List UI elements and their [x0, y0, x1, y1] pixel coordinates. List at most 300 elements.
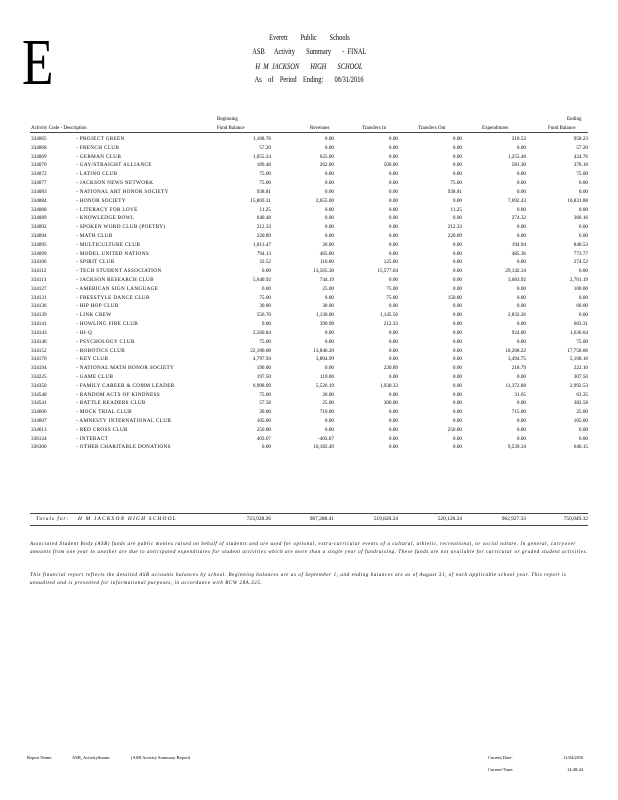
cell-ending: 958.23	[573, 136, 588, 142]
cell-expenditures: 31.65	[514, 391, 526, 398]
district-name: Everett Public Schools	[268, 33, 350, 42]
header-rule	[30, 132, 588, 133]
cell-transfers-out: 0.00	[452, 303, 462, 310]
cell-ending: 60.00	[576, 303, 588, 310]
cell-transfers-in: 0.00	[388, 444, 398, 451]
activity-code: 334072	[31, 171, 47, 178]
cell-transfers-in: 0.00	[388, 391, 398, 398]
cell-expenditures: 18,268.22	[505, 347, 526, 354]
footer-time-label: Current Time:	[488, 767, 514, 772]
table-row	[0, 135, 618, 144]
cell-revenues: 13,846.20	[313, 347, 334, 354]
totals-beginning: 723,928.26	[246, 516, 271, 522]
cell-expenditures: 9,539.34	[507, 444, 526, 451]
cell-ending: 0.00	[578, 312, 588, 319]
cell-beginning: 57.58	[259, 400, 271, 407]
activity-code: 334069	[31, 153, 47, 160]
cell-transfers-out: 150.00	[447, 294, 462, 301]
activity-description: - RANDOM ACTS OF KINDNESS	[76, 391, 160, 398]
table-row	[0, 223, 618, 232]
cell-beginning: 640.48	[256, 215, 271, 222]
cell-transfers-in: 0.00	[388, 435, 398, 442]
activity-description: - ROBOTICS CLUB	[76, 347, 126, 354]
cell-transfers-in: 1,145.56	[379, 312, 398, 319]
activity-description: - NATIONAL ART HONOR SOCIETY	[76, 188, 169, 195]
cell-beginning: 6,908.09	[252, 382, 271, 389]
cell-transfers-in: 0.00	[388, 356, 398, 363]
cell-expenditures: 1,255.48	[507, 153, 526, 160]
cell-transfers-in: 125.00	[383, 259, 398, 266]
cell-revenues: 465.00	[319, 250, 334, 257]
cell-expenditures: 0.00	[516, 171, 526, 178]
cell-expenditures: 2,832.26	[507, 312, 526, 319]
cell-ending: 1,636.04	[569, 329, 588, 336]
cell-expenditures: 210.53	[511, 136, 526, 142]
activity-code: 334065	[31, 136, 47, 142]
table-row	[0, 161, 618, 170]
table-row	[0, 302, 618, 311]
table-row	[0, 391, 618, 400]
activity-code: 334112	[31, 268, 47, 275]
cell-ending: 646.15	[573, 444, 588, 451]
cell-revenues: 13,565.30	[313, 268, 334, 275]
table-row	[0, 417, 618, 426]
footer-date-label: Current Date:	[488, 755, 513, 760]
cell-revenues: 262.00	[319, 162, 334, 169]
cell-revenues: -403.67	[318, 435, 334, 442]
cell-revenues: 0.00	[324, 144, 334, 151]
cell-transfers-out: 0.00	[452, 241, 462, 248]
cell-transfers-out: 0.00	[452, 329, 462, 336]
activity-description: - OTHER CHARITABLE DONATIONS	[76, 444, 171, 451]
col-revenues: Revenues	[310, 126, 330, 131]
cell-ending: 840.53	[573, 241, 588, 248]
footer-time-value: 14:48:44	[567, 767, 584, 772]
activity-code: 334095	[31, 241, 47, 248]
activity-code: 334127	[31, 285, 47, 292]
cell-transfers-in: 0.00	[388, 136, 398, 142]
cell-revenues: 0.00	[324, 338, 334, 345]
cell-beginning: 1,013.47	[252, 241, 271, 248]
cell-transfers-out: 0.00	[452, 259, 462, 266]
cell-ending: 2,701.19	[569, 277, 588, 283]
activity-description: - MATH CLUB	[76, 232, 113, 239]
cell-beginning: 250.00	[256, 426, 271, 433]
cell-transfers-in: 0.00	[388, 180, 398, 187]
cell-expenditures: 0.00	[516, 373, 526, 380]
cell-revenues: 710.00	[319, 409, 334, 416]
cell-expenditures: 0.00	[516, 294, 526, 301]
cell-beginning: 556.70	[256, 312, 271, 319]
table-row	[0, 399, 618, 408]
table-row	[0, 364, 618, 373]
cell-revenues: 0.00	[324, 215, 334, 222]
cell-beginning: 1,168.76	[252, 136, 271, 142]
cell-transfers-in: 0.00	[388, 241, 398, 248]
activity-code: 334106	[31, 259, 47, 266]
activity-description: - AMERICAN SIGN LANGUAGE	[76, 285, 159, 292]
cell-transfers-in: 0.00	[388, 224, 398, 231]
cell-transfers-out: 0.00	[452, 347, 462, 354]
school-name: H M JACKSON HIGH SCHOOL	[255, 62, 363, 71]
cell-transfers-in: 0.00	[388, 418, 398, 424]
cell-expenditures: 581.30	[511, 162, 526, 169]
cell-transfers-out: 0.00	[452, 136, 462, 142]
activity-code: 334350	[31, 382, 47, 389]
cell-expenditures: 3,683.92	[507, 277, 526, 283]
totals-revenues: 987,288.41	[309, 516, 334, 522]
col-beginning-bottom: Fund Balance	[217, 126, 245, 131]
cell-ending: 0.00	[578, 224, 588, 231]
cell-transfers-in: 0.00	[388, 144, 398, 151]
activity-code: 334094	[31, 232, 47, 239]
footer-report-label: Report Name:	[27, 755, 53, 760]
cell-beginning: 75.00	[259, 180, 271, 187]
activity-code: 334113	[31, 277, 47, 283]
activity-description: - GAY/STRAIGHT ALLIANCE	[76, 162, 152, 169]
cell-beginning: 0.00	[261, 268, 271, 275]
activity-code: 336124	[31, 435, 47, 442]
cell-beginning: 212.33	[256, 224, 271, 231]
activity-description: - MOCK TRIAL CLUB	[76, 409, 132, 416]
cell-transfers-out: 250.00	[447, 426, 462, 433]
cell-ending: 0.00	[578, 294, 588, 301]
cell-beginning: 0.00	[261, 444, 271, 451]
totals-school: H M JACKSON HIGH SCHOOL	[78, 516, 177, 522]
cell-transfers-out: 0.00	[452, 171, 462, 178]
cell-transfers-out: 0.00	[452, 409, 462, 416]
cell-revenues: 0.00	[324, 426, 334, 433]
cell-transfers-in: 75.00	[386, 285, 398, 292]
cell-transfers-out: 212.33	[447, 224, 462, 231]
cell-transfers-in: 15,577.04	[377, 268, 398, 275]
cell-revenues: 20.00	[322, 241, 334, 248]
cell-transfers-out: 0.00	[452, 250, 462, 257]
table-row	[0, 329, 618, 338]
activity-code: 334088	[31, 206, 47, 213]
cell-revenues: 3,804.99	[315, 356, 334, 363]
activity-code: 334143	[31, 329, 47, 336]
cell-beginning: 75.00	[259, 171, 271, 178]
cell-transfers-out: 11.25	[450, 206, 462, 213]
cell-expenditures: 11,372.08	[505, 382, 526, 389]
activity-description: - HIP HOP CLUB	[76, 303, 119, 310]
activity-code: 334136	[31, 303, 47, 310]
cell-ending: 307.50	[573, 373, 588, 380]
activity-description: - NATIONAL MATH HONOR SOCIETY	[76, 365, 175, 372]
cell-beginning: 30.00	[259, 303, 271, 310]
activity-description: - SPOKEN WORD CLUB (POETRY)	[76, 224, 166, 231]
activity-description: - FRENCH CLUB	[76, 144, 120, 151]
cell-transfers-out: 0.00	[452, 153, 462, 160]
cell-revenues: 5,526.19	[315, 382, 334, 389]
cell-beginning: 75.00	[259, 294, 271, 301]
cell-transfers-in: 0.00	[388, 250, 398, 257]
cell-transfers-in: 0.00	[388, 197, 398, 204]
activity-description: - GERMAN CLUB	[76, 153, 122, 160]
table-row	[0, 373, 618, 382]
cell-expenditures: 924.80	[511, 329, 526, 336]
cell-expenditures: 0.00	[516, 259, 526, 266]
totals-expenditures: 962,927.33	[501, 516, 526, 522]
table-row	[0, 267, 618, 276]
totals-row	[0, 514, 618, 524]
cell-ending: 105.00	[573, 418, 588, 424]
activity-description: - JACKSON RESEARCH CLUB	[76, 277, 154, 283]
col-ending-top: Ending	[567, 117, 582, 122]
cell-transfers-in: 500.00	[383, 162, 398, 169]
totals-transfers-in: 519,826.24	[373, 516, 398, 522]
activity-description: - LATINO CLUB	[76, 171, 118, 178]
cell-expenditures: 0.00	[516, 435, 526, 442]
cell-revenues: 30.00	[322, 303, 334, 310]
table-row	[0, 320, 618, 329]
cell-transfers-in: 0.00	[388, 232, 398, 239]
cell-revenues: 0.00	[324, 294, 334, 301]
table-row	[0, 241, 618, 250]
cell-beginning: 11.25	[259, 206, 271, 213]
activity-code: 334170	[31, 356, 47, 363]
cell-beginning: 189.48	[256, 162, 271, 169]
cell-beginning: 0.00	[261, 321, 271, 328]
cell-ending: 0.00	[578, 268, 588, 275]
cell-transfers-in: 0.00	[388, 215, 398, 222]
col-transfers-out: Transfers Out	[418, 126, 446, 131]
activity-description: - HI-Q	[76, 329, 93, 336]
cell-expenditures: 715.00	[511, 409, 526, 416]
activity-description: - GAME CLUB	[76, 373, 114, 380]
cell-transfers-in: 0.00	[388, 426, 398, 433]
cell-transfers-in: 0.00	[388, 206, 398, 213]
cell-transfers-in: 0.00	[388, 171, 398, 178]
cell-ending: 603.31	[573, 321, 588, 328]
activity-table	[0, 135, 618, 452]
cell-beginning: 30.00	[259, 409, 271, 416]
activity-code: 334613	[31, 426, 47, 433]
cell-transfers-out: 0.00	[452, 418, 462, 424]
cell-ending: 17,758.06	[567, 347, 588, 354]
cell-revenues: 110.00	[319, 373, 334, 380]
cell-expenditures: 0.00	[516, 338, 526, 345]
cell-ending: 25.00	[576, 409, 588, 416]
cell-revenues: 744.19	[319, 277, 334, 283]
activity-description: - TECH STUDENT ASSOCIATION	[76, 268, 162, 275]
activity-code: 334070	[31, 162, 47, 169]
cell-transfers-in: 0.00	[388, 153, 398, 160]
cell-expenditures: 29,142.34	[505, 268, 526, 275]
footer-report-desc: (ASB Activity Summary Report)	[131, 755, 191, 760]
cell-transfers-out: 0.00	[452, 391, 462, 398]
cell-transfers-in: 1,930.33	[379, 382, 398, 389]
cell-ending: 0.00	[578, 435, 588, 442]
cell-beginning: 4,797.94	[252, 356, 271, 363]
activity-code: 334084	[31, 197, 47, 204]
cell-beginning: 15,869.31	[250, 197, 271, 204]
cell-expenditures: 0.00	[516, 285, 526, 292]
cell-transfers-out: 0.00	[452, 356, 462, 363]
cell-ending: 0.00	[578, 188, 588, 195]
cell-expenditures: 3,494.75	[507, 356, 526, 363]
table-row	[0, 285, 618, 294]
activity-code: 334152	[31, 347, 47, 354]
cell-revenues: 1,130.00	[315, 312, 334, 319]
activity-code: 334068	[31, 144, 47, 151]
totals-label: Totals for:	[36, 516, 70, 522]
table-row	[0, 347, 618, 356]
activity-code: 334146	[31, 338, 47, 345]
cell-ending: 274.52	[573, 259, 588, 266]
cell-transfers-out: 0.00	[452, 373, 462, 380]
table-row	[0, 179, 618, 188]
cell-transfers-out: 0.00	[452, 285, 462, 292]
activity-code: 334077	[31, 180, 47, 187]
table-row	[0, 197, 618, 206]
activity-description: - AMNESTY INTERNATIONAL CLUB	[76, 418, 172, 424]
activity-code: 334139	[31, 312, 47, 319]
cell-transfers-in: 0.00	[388, 373, 398, 380]
activity-description: - RED CROSS CLUB	[76, 426, 128, 433]
cell-transfers-out: 220.89	[447, 232, 462, 239]
activity-description: - SPIRIT CLUB	[76, 259, 115, 266]
activity-description: - INTERACT	[76, 435, 109, 442]
activity-description: - LINK CREW	[76, 312, 112, 319]
activity-code: 334194	[31, 365, 47, 372]
cell-transfers-out: 938.81	[447, 188, 462, 195]
table-row	[0, 311, 618, 320]
cell-transfers-out: 0.00	[452, 197, 462, 204]
cell-revenues: 625.00	[319, 153, 334, 160]
cell-revenues: 2,655.00	[315, 197, 334, 204]
cell-ending: 222.10	[573, 365, 588, 372]
totals-ending: 750,049.32	[563, 516, 588, 522]
cell-ending: 366.16	[573, 215, 588, 222]
note-report-basis: This financial report reflects the detailed ASB accounts balances by school. Beginning balances are as of September 1, and ending balances are as of August 31, of each applicable school year. This report is unaudited and is presented for informational purposes, in accordance with RCW 28A.325.	[30, 573, 567, 586]
cell-transfers-out: 0.00	[452, 312, 462, 319]
cell-transfers-out: 0.00	[452, 338, 462, 345]
cell-revenues: 0.00	[324, 188, 334, 195]
cell-revenues: 25.00	[322, 400, 334, 407]
cell-revenues: 0.00	[324, 329, 334, 336]
activity-description: - HONOR SOCIETY	[76, 197, 126, 204]
activity-code: 334606	[31, 409, 47, 416]
table-row	[0, 144, 618, 153]
cell-expenditures: 274.32	[511, 215, 526, 222]
table-row	[0, 206, 618, 215]
cell-transfers-in: 0.00	[388, 347, 398, 354]
activity-code: 334089	[31, 215, 47, 222]
cell-transfers-out: 0.00	[452, 400, 462, 407]
cell-transfers-in: 220.89	[383, 365, 398, 372]
cell-ending: 0.00	[578, 180, 588, 187]
cell-ending: 63.35	[576, 391, 588, 398]
cell-transfers-out: 0.00	[452, 215, 462, 222]
cell-ending: 0.00	[578, 232, 588, 239]
activity-code: 334541	[31, 400, 47, 407]
cell-transfers-in: 0.00	[388, 188, 398, 195]
cell-transfers-in: 300.00	[383, 400, 398, 407]
activity-code: 334131	[31, 294, 47, 301]
cell-expenditures: 0.00	[516, 426, 526, 433]
cell-transfers-out: 0.00	[452, 382, 462, 389]
cell-transfers-in: 0.00	[388, 338, 398, 345]
table-row	[0, 276, 618, 285]
cell-beginning: 75.00	[259, 391, 271, 398]
totals-bottom-rule	[30, 525, 588, 526]
cell-beginning: 105.00	[256, 418, 271, 424]
cell-expenditures: 218.79	[511, 365, 526, 372]
cell-ending: 424.76	[573, 153, 588, 160]
col-activity-code: Activity Code - Description	[31, 126, 87, 131]
cell-transfers-out: 0.00	[452, 321, 462, 328]
report-title: ASB Activity Summary - FINAL	[251, 47, 367, 56]
table-row	[0, 426, 618, 435]
cell-expenditures: 194.94	[511, 241, 526, 248]
cell-ending: 57.20	[576, 144, 588, 151]
cell-transfers-out: 0.00	[452, 365, 462, 372]
cell-expenditures: 0.00	[516, 303, 526, 310]
cell-ending: 370.18	[573, 162, 588, 169]
note-asb-funds: Associated Student Body (ASB) funds are public monies raised on behalf of students and are used for optional, extra-curricular events of a cultural, athletic, recreational, or social nature. In general, carryover amounts from one year to another are due to anticipated expenditures for student activities which are more than a single year of fundraising. These funds are not available for curricular or graded student activities.	[30, 542, 589, 555]
cell-ending: 2,992.53	[569, 382, 588, 389]
cell-beginning: 938.81	[256, 188, 271, 195]
cell-ending: 100.00	[573, 285, 588, 292]
cell-expenditures: 485.36	[511, 250, 526, 257]
cell-revenues: 0.00	[324, 418, 334, 424]
cell-transfers-in: 0.00	[388, 409, 398, 416]
activity-code: 334083	[31, 188, 47, 195]
district-logo-letter: E	[22, 26, 54, 99]
activity-description: - HOWLING FIRE CLUB	[76, 321, 139, 328]
cell-revenues: 390.98	[319, 321, 334, 328]
cell-ending: 10,831.88	[567, 197, 588, 204]
activity-description: - FREESTYLE DANCE CLUB	[76, 294, 150, 301]
cell-beginning: 190.00	[256, 365, 271, 372]
footer-date-value: 11/04/2016	[563, 755, 584, 760]
cell-beginning: 5,640.92	[252, 277, 271, 283]
cell-revenues: 0.00	[324, 171, 334, 178]
table-row	[0, 355, 618, 364]
cell-beginning: 0.00	[261, 285, 271, 292]
footer-report-name: ASB_ActivitySumm	[72, 755, 110, 760]
cell-beginning: 22,180.08	[250, 347, 271, 354]
activity-description: - LITERACY FOR LOVE	[76, 206, 138, 213]
activity-code: 336300	[31, 444, 47, 451]
cell-revenues: 0.00	[324, 365, 334, 372]
cell-ending: 75.00	[576, 171, 588, 178]
cell-beginning: 33.52	[259, 259, 271, 266]
cell-beginning: 75.00	[259, 338, 271, 345]
cell-expenditures: 0.00	[516, 400, 526, 407]
activity-code: 334607	[31, 418, 47, 424]
table-row	[0, 443, 618, 452]
cell-expenditures: 0.00	[516, 206, 526, 213]
cell-beginning: 1,055.24	[252, 153, 271, 160]
activity-code: 334540	[31, 391, 47, 398]
cell-transfers-out: 0.00	[452, 277, 462, 283]
col-expenditures: Expenditures	[482, 126, 509, 131]
table-row	[0, 435, 618, 444]
cell-expenditures: 0.00	[516, 188, 526, 195]
activity-code: 334141	[31, 321, 47, 328]
activity-code: 334099	[31, 250, 47, 257]
table-row	[0, 250, 618, 259]
col-transfers-in: Transfers In	[362, 126, 387, 131]
table-row	[0, 232, 618, 241]
activity-description: - KEY CLUB	[76, 356, 109, 363]
cell-expenditures: 0.00	[516, 224, 526, 231]
cell-transfers-out: 0.00	[452, 435, 462, 442]
cell-transfers-in: 75.00	[386, 294, 398, 301]
